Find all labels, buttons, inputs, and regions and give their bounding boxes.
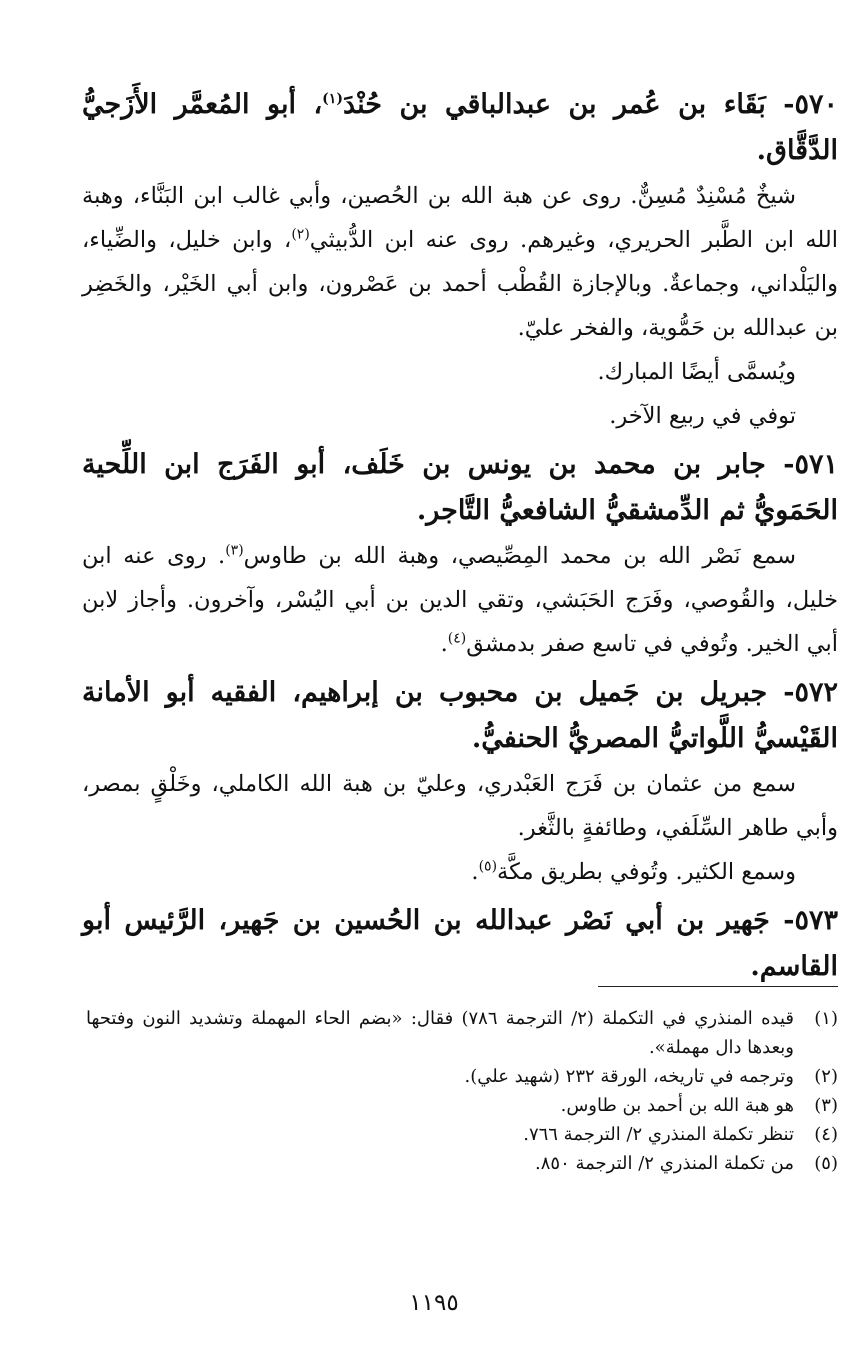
footnote-number: (٢): [814, 1066, 838, 1087]
footnote-ref[interactable]: (٢): [291, 226, 310, 243]
entry-title: ٥٧٣- جَهير بن أبي نَصْر عبدالله بن الحُسين بن جَهير، الرَّئيس أبو القاسم.: [82, 905, 838, 982]
footnote-text: هو هبة الله بن أحمد بن طاوس.: [560, 1095, 794, 1116]
entry-title: ٥٧١- جابر بن محمد بن يونس بن خَلَف، أبو الفَرَج ابن اللِّحية الحَمَويُّ ثم الدِّمشقيُّ الشافعيُّ التَّاجر.: [82, 449, 838, 526]
entry-paragraph: شيخٌ مُسْنِدٌ مُسِنٌّ. روى عن هبة الله بن الحُصين، وأبي غالب ابن البَنَّاء، وهبة الله ابن الطَّبر الحريري، وغيرهم. روى عنه ابن الدُّبيثي$^{(٢)}$، وابن خليل، والضِّياء، واليَلْداني، وجماعةٌ. وبالإجازة القُطْب أحمد بن عَصْرون، وابن أبي الخَيْر، والخَضِر بن عبدالله بن حَمُّوية، والفخر عليّ.: [82, 183, 838, 341]
biography-entry: [82, 670, 838, 894]
footnote-number: (٣): [814, 1095, 838, 1116]
entry-body: [82, 534, 838, 666]
entry-body: [82, 174, 838, 438]
footnote-text: قيده المنذري في التكملة (٢/ الترجمة ٧٨٦) فقال: «بضم الحاء المهملة وتشديد النون وفتحها وبعدها دال مهملة».: [86, 1008, 795, 1058]
page-number: ١١٩٥: [409, 1290, 459, 1316]
footnote-number: (٥): [814, 1153, 838, 1174]
footnote: [86, 1062, 838, 1091]
biography-entry: [82, 898, 838, 990]
biography-entry: [82, 442, 838, 666]
entry-paragraph: سمع نَصْر الله بن محمد المِصِّيصي، وهبة الله بن طاوس$^{(٣)}$. روى عنه ابن خليل، والقُوصي، وفَرَج الحَبَشي، وتقي الدين بن أبي اليُسْر، وآخرون. وأجاز لابن أبي الخير. وتُوفي في تاسع صفر بدمشق$^{(٤)}$.: [82, 542, 838, 657]
footnote-ref[interactable]: (٣): [225, 542, 244, 559]
footnotes: [86, 1004, 838, 1178]
entry-title: ٥٧٠- بَقَاء بن عُمر بن عبدالباقي بن حُنْدَ$^{(١)}$، أبو المُعمَّر الأَزَجيُّ الدَّقَّاق.: [82, 89, 838, 166]
entry-paragraph: سمع من عثمان بن فَرَج العَبْدري، وعليّ بن هبة الله الكاملي، وخَلْقٍ بمصر، وأبي طاهر السِّلَفي، وطائفةٍ بالثَّغر.: [82, 771, 838, 841]
biography-entry: [82, 82, 838, 438]
entry-paragraph: وسمع الكثير. وتُوفي بطريق مكَّة$^{(٥)}$.: [471, 858, 796, 885]
footnote-text: من تكملة المنذري ٢/ الترجمة ٨٥٠.: [535, 1153, 794, 1174]
footnote: [86, 1120, 838, 1149]
footnote-number: (٤): [814, 1124, 838, 1145]
entry-paragraph: ويُسمَّى أيضًا المبارك.: [597, 359, 796, 385]
footnote-ref[interactable]: (٤): [447, 630, 467, 647]
footnote-ref[interactable]: (٥): [478, 858, 498, 875]
footnote: [86, 1091, 838, 1120]
entry-body: [82, 762, 838, 894]
footnote-text: تنظر تكملة المنذري ٢/ الترجمة ٧٦٦.: [523, 1124, 794, 1145]
footnote: [86, 1149, 838, 1178]
footnote-divider: [598, 986, 838, 987]
footnote-text: وترجمه في تاريخه، الورقة ٢٣٢ (شهيد علي).: [464, 1066, 794, 1087]
entry-title: ٥٧٢- جبريل بن جَميل بن محبوب بن إبراهيم، الفقيه أبو الأمانة القَيْسيُّ اللَّواتيُّ المصريُّ الحنفيُّ.: [82, 677, 838, 754]
footnote-number: (١): [814, 1008, 838, 1029]
entry-paragraph: توفي في ربيع الآخر.: [609, 403, 796, 429]
footnote-ref[interactable]: (١): [322, 91, 343, 107]
footnote: [86, 1004, 838, 1062]
